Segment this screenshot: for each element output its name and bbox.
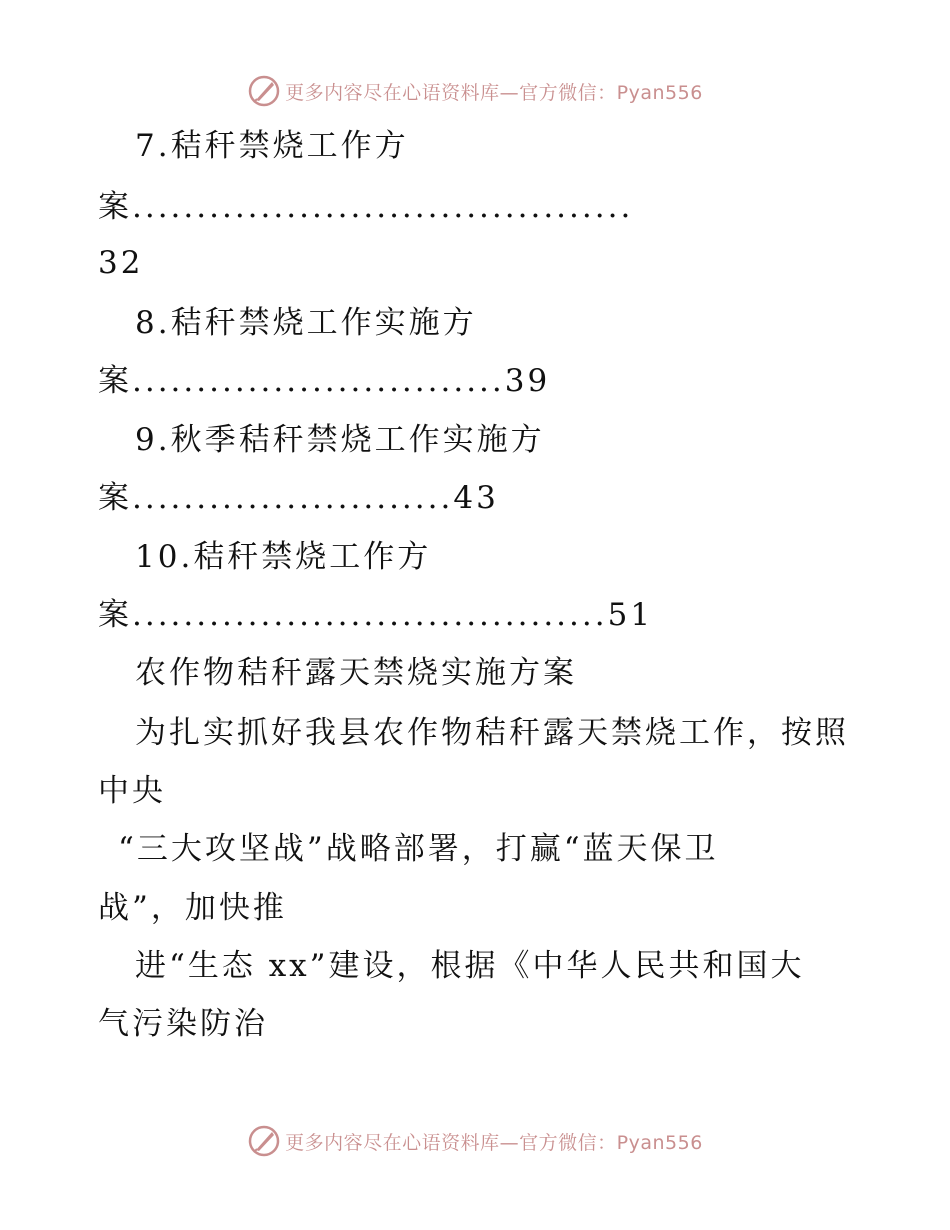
body-paragraph-line: 进“生态 xx”建设，根据《中华人民共和国大 [135,948,805,984]
toc-entry-9-leader: 案.........................43 [98,480,499,516]
body-paragraph-line: 为扎实抓好我县农作物秸秆露天禁烧工作，按照 [135,715,849,751]
quill-logo-icon [247,74,281,108]
toc-entry-7-title: 7.秸秆禁烧工作方 [135,128,409,164]
footer-watermark [0,1121,950,1161]
toc-entry-10-leader: 案.....................................51 [98,597,654,633]
toc-entry-9-title: 9.秋季秸秆禁烧工作实施方 [135,422,545,458]
header-watermark-text: 更多内容尽在心语资料库—官方微信：Pyan556 [285,81,703,104]
toc-entry-8-title: 8.秸秆禁烧工作实施方 [135,305,477,341]
toc-entry-7-leader: 案....................................... [98,189,634,225]
body-paragraph-line: “三大攻坚战”战略部署，打赢“蓝天保卫 [118,831,719,867]
header-watermark [0,71,950,111]
toc-entry-10-title: 10.秸秆禁烧工作方 [135,539,432,575]
toc-entry-8-leader: 案.............................39 [98,363,551,399]
body-paragraph-line: 气污染防治 [98,1006,268,1042]
body-paragraph-line: 中央 [98,773,166,809]
footer-watermark-text: 更多内容尽在心语资料库—官方微信：Pyan556 [285,1131,703,1154]
toc-entry-7-page: 32 [98,245,144,281]
quill-logo-icon [247,1124,281,1158]
section-title: 农作物秸秆露天禁烧实施方案 [135,655,577,691]
body-paragraph-line: 战”，加快推 [98,890,287,926]
